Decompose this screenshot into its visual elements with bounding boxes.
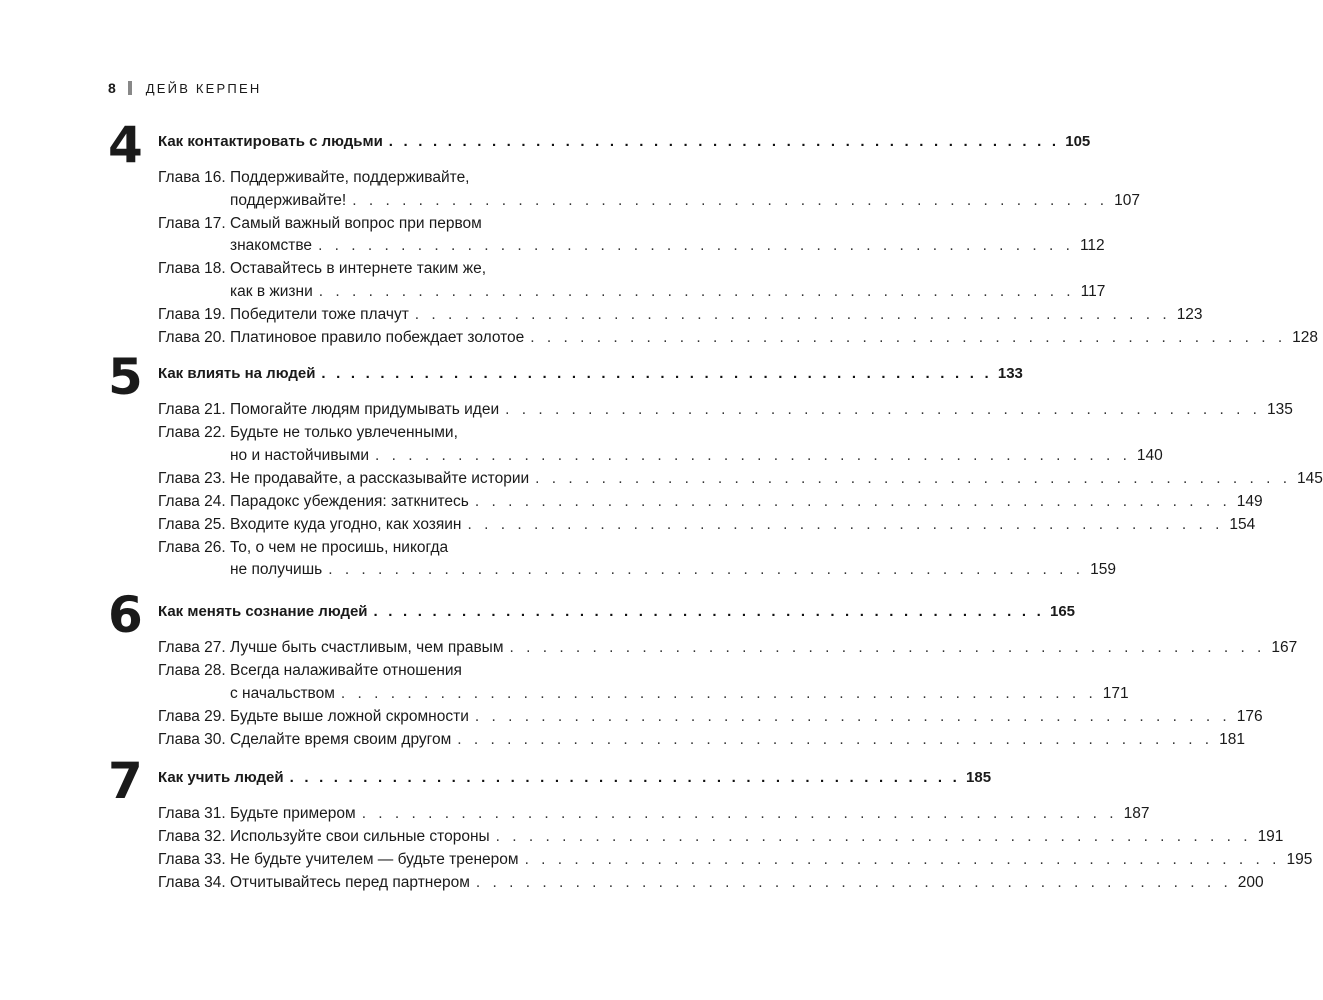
leader-dots: . . . . . . . . . . . . . . . . . . . . . . . . . . . . . . . . . . . . . . . . . . . . . . <box>321 365 992 382</box>
chapter-title: Платиновое правило побеждает золотое <box>230 328 525 346</box>
chapter-title: Будьте выше ложной скромности <box>230 707 469 725</box>
chapter-title-continuation <box>230 282 1106 300</box>
chapter-title: Не будьте учителем — будьте тренером <box>230 851 519 868</box>
leader-dots: . . . . . . . . . . . . . . . . . . . . . . . . . . . . . . . . . . . . . . . . . . . . . . <box>328 561 1085 578</box>
chapter-label: Глава 29. <box>158 707 226 725</box>
leader-dots: . . . . . . . . . . . . . . . . . . . . . . . . . . . . . . . . . . . . . . . . . . . . . . <box>289 769 961 786</box>
chapter-title: Будьте не только увлеченными, <box>230 424 458 441</box>
leader-dots: . . . . . . . . . . . . . . . . . . . . . . . . . . . . . . . . . . . . . . . . . . . . . . <box>352 191 1109 209</box>
chapter-title: Отчитывайтесь перед партнером <box>230 874 470 891</box>
chapter-label: Глава 22. <box>158 424 226 441</box>
chapter-title-continuation <box>230 446 1163 464</box>
chapter-page: 181 <box>1219 730 1245 748</box>
leader-dots: . . . . . . . . . . . . . . . . . . . . . . . . . . . . . . . . . . . . . . . . . . . . . . <box>414 305 1171 323</box>
leader-dots: . . . . . . . . . . . . . . . . . . . . . . . . . . . . . . . . . . . . . . . . . . . . . . <box>318 282 1075 300</box>
chapter-page: 187 <box>1123 805 1150 822</box>
chapter-page: 191 <box>1257 828 1284 845</box>
chapter-label: Глава 33. <box>158 851 226 868</box>
leader-dots: . . . . . . . . . . . . . . . . . . . . . . . . . . . . . . . . . . . . . . . . . . . . . . <box>530 328 1287 346</box>
chapter-title-continuation <box>230 191 1140 209</box>
part-page: 185 <box>966 769 992 786</box>
page-number: 8 <box>108 80 116 96</box>
chapter-title: Победители тоже плачут <box>230 305 409 323</box>
part-page: 165 <box>1049 603 1076 620</box>
chapter-entry[interactable] <box>158 874 1264 891</box>
leader-dots: . . . . . . . . . . . . . . . . . . . . . . . . . . . . . . . . . . . . . . . . . . . . . . <box>524 851 1281 868</box>
chapter-page: 117 <box>1080 282 1106 300</box>
leader-dots: . . . . . . . . . . . . . . . . . . . . . . . . . . . . . . . . . . . . . . . . . . . . . . <box>505 401 1261 418</box>
leader-dots: . . . . . . . . . . . . . . . . . . . . . . . . . . . . . . . . . . . . . . . . . . . . . . <box>474 707 1231 725</box>
part-title: Как влиять на людей <box>158 365 316 382</box>
chapter-title: Сделайте время своим другом <box>230 730 452 748</box>
leader-dots: . . . . . . . . . . . . . . . . . . . . . . . . . . . . . . . . . . . . . . . . . . . . . . <box>474 492 1231 510</box>
chapter-label: Глава 20. <box>158 328 226 346</box>
chapter-title: Будьте примером <box>230 805 356 822</box>
chapter-page: 145 <box>1297 469 1323 487</box>
chapter-label: Глава 17. <box>158 214 226 232</box>
chapter-entry[interactable] <box>158 639 1298 656</box>
chapter-title: Поддерживайте, поддерживайте, <box>230 169 470 186</box>
chapter-label: Глава 24. <box>158 492 226 510</box>
chapter-title: поддерживайте! <box>230 191 347 209</box>
chapter-title-continuation <box>230 684 1129 702</box>
part-page: 133 <box>997 365 1023 382</box>
chapter-page: 154 <box>1229 515 1256 533</box>
chapter-page: 128 <box>1292 328 1319 346</box>
chapter-title: Парадокс убеждения: заткнитесь <box>230 492 469 510</box>
chapter-label: Глава 16. <box>158 169 226 186</box>
chapter-entry[interactable] <box>158 663 578 679</box>
leader-dots: . . . . . . . . . . . . . . . . . . . . . . . . . . . . . . . . . . . . . . . . . . . . . . <box>373 603 1044 620</box>
chapter-title: Лучше быть счастливым, чем правым <box>230 639 504 656</box>
part-entry[interactable] <box>158 769 992 786</box>
leader-dots: . . . . . . . . . . . . . . . . . . . . . . . . . . . . . . . . . . . . . . . . . . . . . . <box>467 515 1224 533</box>
leader-dots: . . . . . . . . . . . . . . . . . . . . . . . . . . . . . . . . . . . . . . . . . . . . . . <box>361 805 1118 822</box>
chapter-entry[interactable] <box>158 805 1150 822</box>
part-title: Как учить людей <box>158 769 284 786</box>
leader-dots: . . . . . . . . . . . . . . . . . . . . . . . . . . . . . . . . . . . . . . . . . . . . . . <box>509 639 1266 656</box>
chapter-label: Глава 23. <box>158 469 226 487</box>
chapter-entry[interactable] <box>158 492 1263 510</box>
chapter-title: Самый важный вопрос при первом <box>230 214 482 232</box>
chapter-page: 171 <box>1102 684 1129 702</box>
chapter-title: но и настойчивыми <box>230 446 370 464</box>
chapter-page: 140 <box>1136 446 1163 464</box>
chapter-title: не получишь <box>230 561 323 578</box>
chapter-title: То, о чем не просишь, никогда <box>230 538 449 556</box>
chapter-page: 200 <box>1237 874 1264 891</box>
chapter-label: Глава 25. <box>158 515 226 533</box>
chapter-label: Глава 27. <box>158 639 226 656</box>
author-name: ДЕЙВ КЕРПЕН <box>145 80 262 96</box>
chapter-entry[interactable] <box>158 216 578 232</box>
chapter-page: 167 <box>1271 639 1298 656</box>
chapter-entry[interactable] <box>158 851 1313 868</box>
part-title: Как контактировать с людьми <box>158 133 383 150</box>
chapter-title: Используйте свои сильные стороны <box>230 828 490 845</box>
chapter-label: Глава 28. <box>158 662 226 679</box>
chapter-page: 123 <box>1176 305 1203 323</box>
chapter-title: Входите куда угодно, как хозяин <box>230 515 462 533</box>
chapter-label: Глава 34. <box>158 874 226 891</box>
chapter-title: с начальством <box>230 684 335 702</box>
chapter-entry[interactable] <box>158 515 1256 533</box>
chapter-label: Глава 19. <box>158 305 226 323</box>
part-number: 6 <box>108 586 143 644</box>
chapter-page: 159 <box>1090 561 1116 578</box>
leader-dots: . . . . . . . . . . . . . . . . . . . . . . . . . . . . . . . . . . . . . . . . . . . . . . <box>340 684 1097 702</box>
chapter-label: Глава 26. <box>158 538 226 556</box>
chapter-page: 112 <box>1079 237 1105 254</box>
chapter-title: Всегда налаживайте отношения <box>230 662 462 679</box>
chapter-entry[interactable] <box>158 305 1203 323</box>
chapter-entry[interactable] <box>158 425 578 441</box>
leader-dots: . . . . . . . . . . . . . . . . . . . . . . . . . . . . . . . . . . . . . . . . . . . . . . <box>375 446 1131 464</box>
chapter-title: знакомстве <box>230 237 313 254</box>
chapter-entry[interactable] <box>158 401 1293 418</box>
header-separator <box>128 81 132 95</box>
chapter-label: Глава 31. <box>158 805 226 822</box>
chapter-label: Глава 32. <box>158 828 226 845</box>
chapter-title: Помогайте людям придумывать идеи <box>230 401 500 418</box>
part-page: 105 <box>1065 133 1091 150</box>
leader-dots: . . . . . . . . . . . . . . . . . . . . . . . . . . . . . . . . . . . . . . . . . . . . . . <box>318 237 1074 254</box>
chapter-entry[interactable] <box>158 730 1245 748</box>
running-header <box>108 80 261 96</box>
chapter-title-continuation <box>230 237 1105 254</box>
part-number: 4 <box>108 116 143 174</box>
chapter-entry[interactable] <box>158 707 1263 725</box>
chapter-entry[interactable] <box>158 540 578 556</box>
chapter-label: Глава 18. <box>158 260 226 277</box>
part-entry[interactable] <box>158 365 1023 382</box>
chapter-entry[interactable] <box>158 828 1284 845</box>
chapter-page: 195 <box>1286 851 1313 868</box>
chapter-page: 107 <box>1114 191 1140 209</box>
chapter-label: Глава 30. <box>158 730 226 748</box>
part-number: 7 <box>108 752 143 810</box>
chapter-entry[interactable] <box>158 469 1323 487</box>
chapter-page: 176 <box>1236 707 1263 725</box>
chapter-entry[interactable] <box>158 261 578 277</box>
leader-dots: . . . . . . . . . . . . . . . . . . . . . . . . . . . . . . . . . . . . . . . . . . . . . . <box>457 730 1214 748</box>
chapter-page: 149 <box>1236 492 1263 510</box>
chapter-title: Не продавайте, а рассказывайте истории <box>230 469 530 487</box>
part-title: Как менять сознание людей <box>158 603 368 620</box>
part-number: 5 <box>108 348 143 406</box>
chapter-title: как в жизни <box>230 282 313 300</box>
chapter-entry[interactable] <box>158 328 1319 346</box>
chapter-label: Глава 21. <box>158 401 226 418</box>
leader-dots: . . . . . . . . . . . . . . . . . . . . . . . . . . . . . . . . . . . . . . . . . . . . . . <box>475 874 1232 891</box>
chapter-title: Оставайтесь в интернете таким же, <box>230 260 487 277</box>
part-entry[interactable] <box>158 603 1076 620</box>
chapter-page: 135 <box>1267 401 1293 418</box>
leader-dots: . . . . . . . . . . . . . . . . . . . . . . . . . . . . . . . . . . . . . . . . . . . . . . <box>495 828 1252 845</box>
leader-dots: . . . . . . . . . . . . . . . . . . . . . . . . . . . . . . . . . . . . . . . . . . . . . . <box>535 469 1292 487</box>
chapter-entry[interactable] <box>158 170 578 186</box>
chapter-title-continuation <box>230 561 1116 578</box>
leader-dots: . . . . . . . . . . . . . . . . . . . . . . . . . . . . . . . . . . . . . . . . . . . . . . <box>388 133 1060 150</box>
part-entry[interactable] <box>158 133 1091 150</box>
